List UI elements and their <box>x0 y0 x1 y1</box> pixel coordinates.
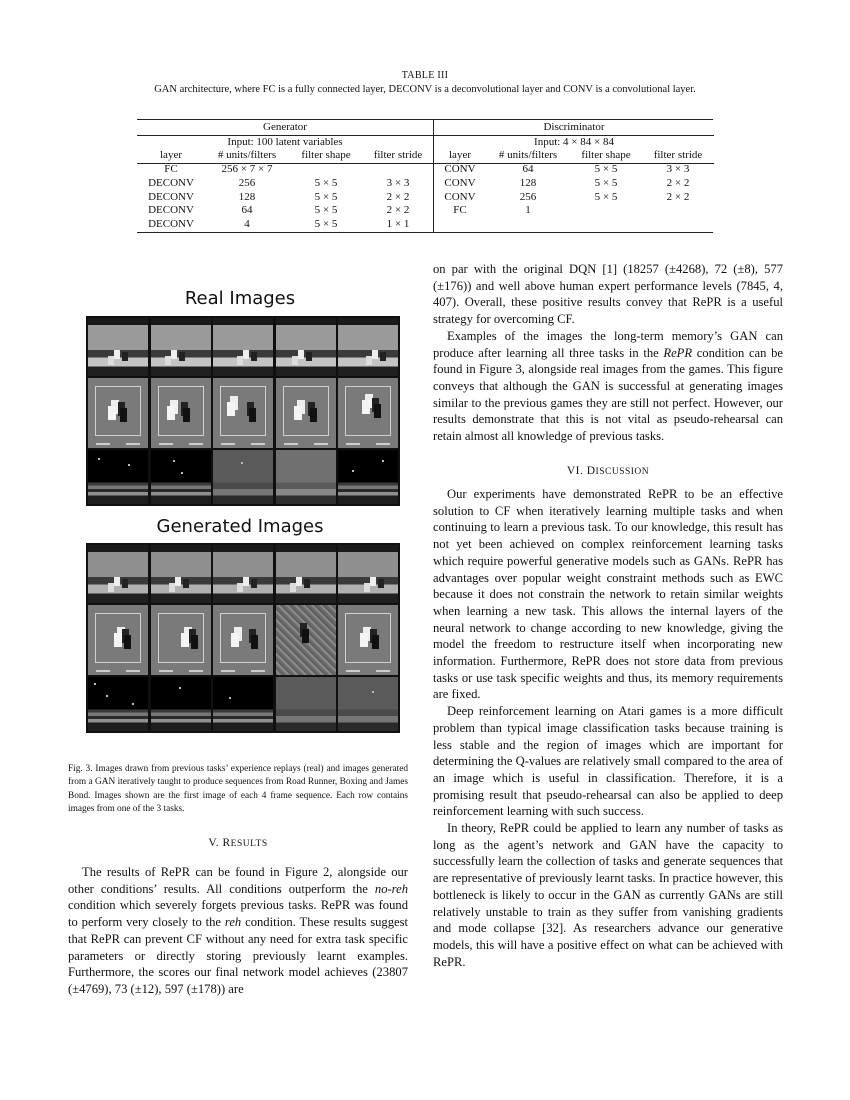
text-run: condition can be found in Figure 3, alongside real images from the games. This figure conveys that although the GAN is successful at generating images similar to the previous games they are still not perfect. However, our results demonstrate that this is not vital as pseudo-rehearsal can retain almost all knowledge of previous tasks. <box>433 345 783 444</box>
paragraph <box>433 328 783 445</box>
table-row <box>137 191 433 205</box>
game-frame <box>338 677 398 731</box>
generated-boxing-row <box>86 605 400 675</box>
discriminator-rows <box>434 163 714 218</box>
heading-smallcaps: ISCUSSION <box>595 467 650 477</box>
generator-column-headers <box>137 149 433 163</box>
game-frame <box>88 545 148 603</box>
game-frame <box>213 378 273 448</box>
table-cell: CONV <box>444 163 476 175</box>
generator-section <box>137 120 433 232</box>
discriminator-section <box>433 120 714 232</box>
generator-title: Generator <box>263 121 307 133</box>
game-frame <box>276 378 336 448</box>
table-cell: CONV <box>444 176 476 189</box>
column-header: layer <box>160 149 182 161</box>
game-frame <box>338 605 398 675</box>
game-frame <box>276 677 336 731</box>
right-column-top <box>433 261 783 445</box>
table-row <box>434 191 714 205</box>
table-cell: 1 × 1 <box>386 218 410 231</box>
table-cell: DECONV <box>148 176 194 189</box>
game-frame <box>88 378 148 448</box>
discriminator-title: Discriminator <box>543 121 605 133</box>
heading-lead: VI. D <box>566 465 596 477</box>
game-frame <box>151 545 211 603</box>
discussion-heading <box>433 465 783 477</box>
column-header: # units/filters <box>498 149 558 161</box>
game-frame <box>276 545 336 603</box>
table-cell: 5 × 5 <box>594 176 618 189</box>
table-row <box>434 177 714 191</box>
table-cell: 2 × 2 <box>666 190 690 203</box>
table-cell: DECONV <box>148 218 194 231</box>
real-james-bond-row <box>86 450 400 504</box>
real-road-runner-row <box>86 318 400 376</box>
game-frame <box>338 545 398 603</box>
game-frame <box>338 318 398 376</box>
table-cell: 256 <box>238 176 256 189</box>
game-frame <box>151 378 211 448</box>
discussion-body <box>433 486 783 970</box>
text-run: condition which severely forgets previous tasks. RePR was found to perform very closely to the <box>68 898 408 930</box>
game-frame <box>338 450 398 504</box>
real-boxing-row <box>86 378 400 448</box>
table-cell: FC <box>453 204 467 217</box>
italic-term: reh <box>224 915 242 930</box>
table-cell: DECONV <box>148 190 194 203</box>
table-cell: 5 × 5 <box>314 176 338 189</box>
game-frame <box>88 450 148 504</box>
table-row <box>434 163 714 177</box>
game-frame <box>276 450 336 504</box>
table-cell: 5 × 5 <box>594 190 618 203</box>
column-header: filter shape <box>301 149 351 161</box>
column-header: filter shape <box>581 149 631 161</box>
column-header: filter stride <box>653 149 703 161</box>
paragraph: on par with the original DQN [1] (18257 (±4268), 72 (±8), 577 (±176)) and well above human expert performance levels (7845, 4, 407). Overall, these positive results convey that RePR is a useful strategy for overcoming CF. <box>433 262 783 327</box>
game-frame <box>151 677 211 731</box>
table-cell: FC <box>164 163 178 175</box>
game-frame <box>151 450 211 504</box>
game-frame <box>213 450 273 504</box>
table-cell: 3 × 3 <box>666 163 690 175</box>
table-row <box>434 204 714 218</box>
table-cell: 3 × 3 <box>386 176 410 189</box>
generated-images-grid <box>86 543 400 733</box>
figure-caption: Fig. 3. Images drawn from previous tasks’ experience replays (real) and images generated from a GAN iteratively taught to produce sequences from Road Runner, Boxing and James Bond. Images shown are the first image of each 4 frame sequence. Each row contains images from one of the 3 tasks. <box>68 764 408 815</box>
table-cell: 64 <box>522 163 534 175</box>
generator-rows <box>137 163 433 232</box>
paragraph: Deep reinforcement learning on Atari games is a more difficult problem than typical image classification tasks because training is less stable and the region of images which are important for determining the Q-values are relatively small compared to the area of an image which is useful in classification. Therefore, it is a promising result that pseudo-rehearsal can also be applied to deep reinforcement learning with such success. <box>433 704 783 819</box>
results-body <box>68 864 408 998</box>
gan-architecture-table <box>137 119 713 233</box>
text-run: condition. These results suggest that RePR can prevent CF without any need for extra task specific parameters or directly storing previously learnt examples. Furthermore, the scores our final network model achieves (23807 (±4769), 73 (±12), 597 (±178)) are <box>68 915 408 996</box>
game-frame <box>88 318 148 376</box>
discriminator-column-headers <box>434 149 714 163</box>
table-cell: 2 × 2 <box>386 190 410 203</box>
table-cell: CONV <box>444 190 476 203</box>
table-cell: DECONV <box>148 204 194 217</box>
italic-term: no-reh <box>374 881 408 896</box>
game-frame <box>276 318 336 376</box>
game-frame <box>213 677 273 731</box>
table-caption: GAN architecture, where FC is a fully connected layer, DECONV is a deconvolutional layer and CONV is a convolutional layer. <box>154 84 696 95</box>
game-frame <box>213 318 273 376</box>
generator-input: Input: 100 latent variables <box>227 136 343 148</box>
real-images-grid <box>86 316 400 506</box>
heading-smallcaps: ESULTS <box>230 839 268 849</box>
column-header: layer <box>449 149 471 161</box>
column-header: filter stride <box>373 149 423 161</box>
column-header: # units/filters <box>217 149 277 161</box>
game-frame <box>151 605 211 675</box>
table-cell: 5 × 5 <box>314 204 338 217</box>
italic-term: RePR <box>663 345 693 360</box>
table-cell: 1 <box>525 204 531 217</box>
game-frame <box>151 318 211 376</box>
real-images-title: Real Images <box>184 288 296 309</box>
table-row <box>137 204 433 218</box>
table-cell: 2 × 2 <box>666 176 690 189</box>
results-paragraph <box>68 864 408 998</box>
table-row <box>137 163 433 177</box>
table-cell: 5 × 5 <box>594 163 618 175</box>
game-frame <box>213 545 273 603</box>
game-frame <box>88 677 148 731</box>
results-heading <box>68 837 408 849</box>
table-cell: 256 <box>519 190 537 203</box>
table-cell: 4 <box>244 218 250 231</box>
discriminator-input: Input: 4 × 84 × 84 <box>534 136 614 148</box>
generated-james-bond-row <box>86 677 400 731</box>
game-frame <box>338 378 398 448</box>
generated-images-title: Generated Images <box>156 516 324 537</box>
table-cell: 5 × 5 <box>314 218 338 231</box>
table-cell: 5 × 5 <box>314 190 338 203</box>
table-cell: 64 <box>241 204 253 217</box>
heading-lead: V. R <box>208 837 231 849</box>
text-run: The results of RePR can be found in Figure 2, alongside our other conditions’ results. All conditions outperform the <box>68 865 408 896</box>
text-run: Examples of the images the long-term memory’s GAN can produce after learning all three tasks in the <box>433 328 783 360</box>
generated-road-runner-row <box>86 545 400 603</box>
table-number: TABLE III <box>401 70 449 81</box>
paragraph: In theory, RePR could be applied to learn any number of tasks as long as the agent’s network and GAN have the capacity to successfully learn the collection of tasks and generate sequences that are representative of previously learnt tasks. In practice however, this bottleneck is likely to occur in the GAN as currently GANs are still relatively unstable to train as they suffer from vanishing gradients and mode collapse [32]. As researchers advance our generative models, this will have a positive effect on what can be achieved with RePR. <box>433 821 783 969</box>
table-cell: 256 × 7 × 7 <box>221 163 273 175</box>
paragraph: Our experiments have demonstrated RePR to be an effective solution to CF when iteratively learning multiple tasks and when continuing to learn a previous task. To our knowledge, this result has not yet been achieved on complex reinforcement learning tasks which require powerful generative models such as GANs. RePR has advantages over popular weight constraint methods such as EWC because it does not constrain the network to retain similar weights when learning a new task. This allows the internal layers of the neural network to change according to new knowledge, giving the model the freedom to restructure itself when incorporating new information. Furthermore, RePR does not store data from previous tasks or use task specific weights and thus, its memory requirements are fixed. <box>433 487 783 702</box>
game-frame <box>213 605 273 675</box>
table-row <box>137 218 433 232</box>
game-frame <box>276 605 336 675</box>
table-cell: 2 × 2 <box>386 204 410 217</box>
table-cell: 128 <box>238 190 256 203</box>
table-row <box>137 177 433 191</box>
game-frame <box>88 605 148 675</box>
table-cell: 128 <box>519 176 537 189</box>
